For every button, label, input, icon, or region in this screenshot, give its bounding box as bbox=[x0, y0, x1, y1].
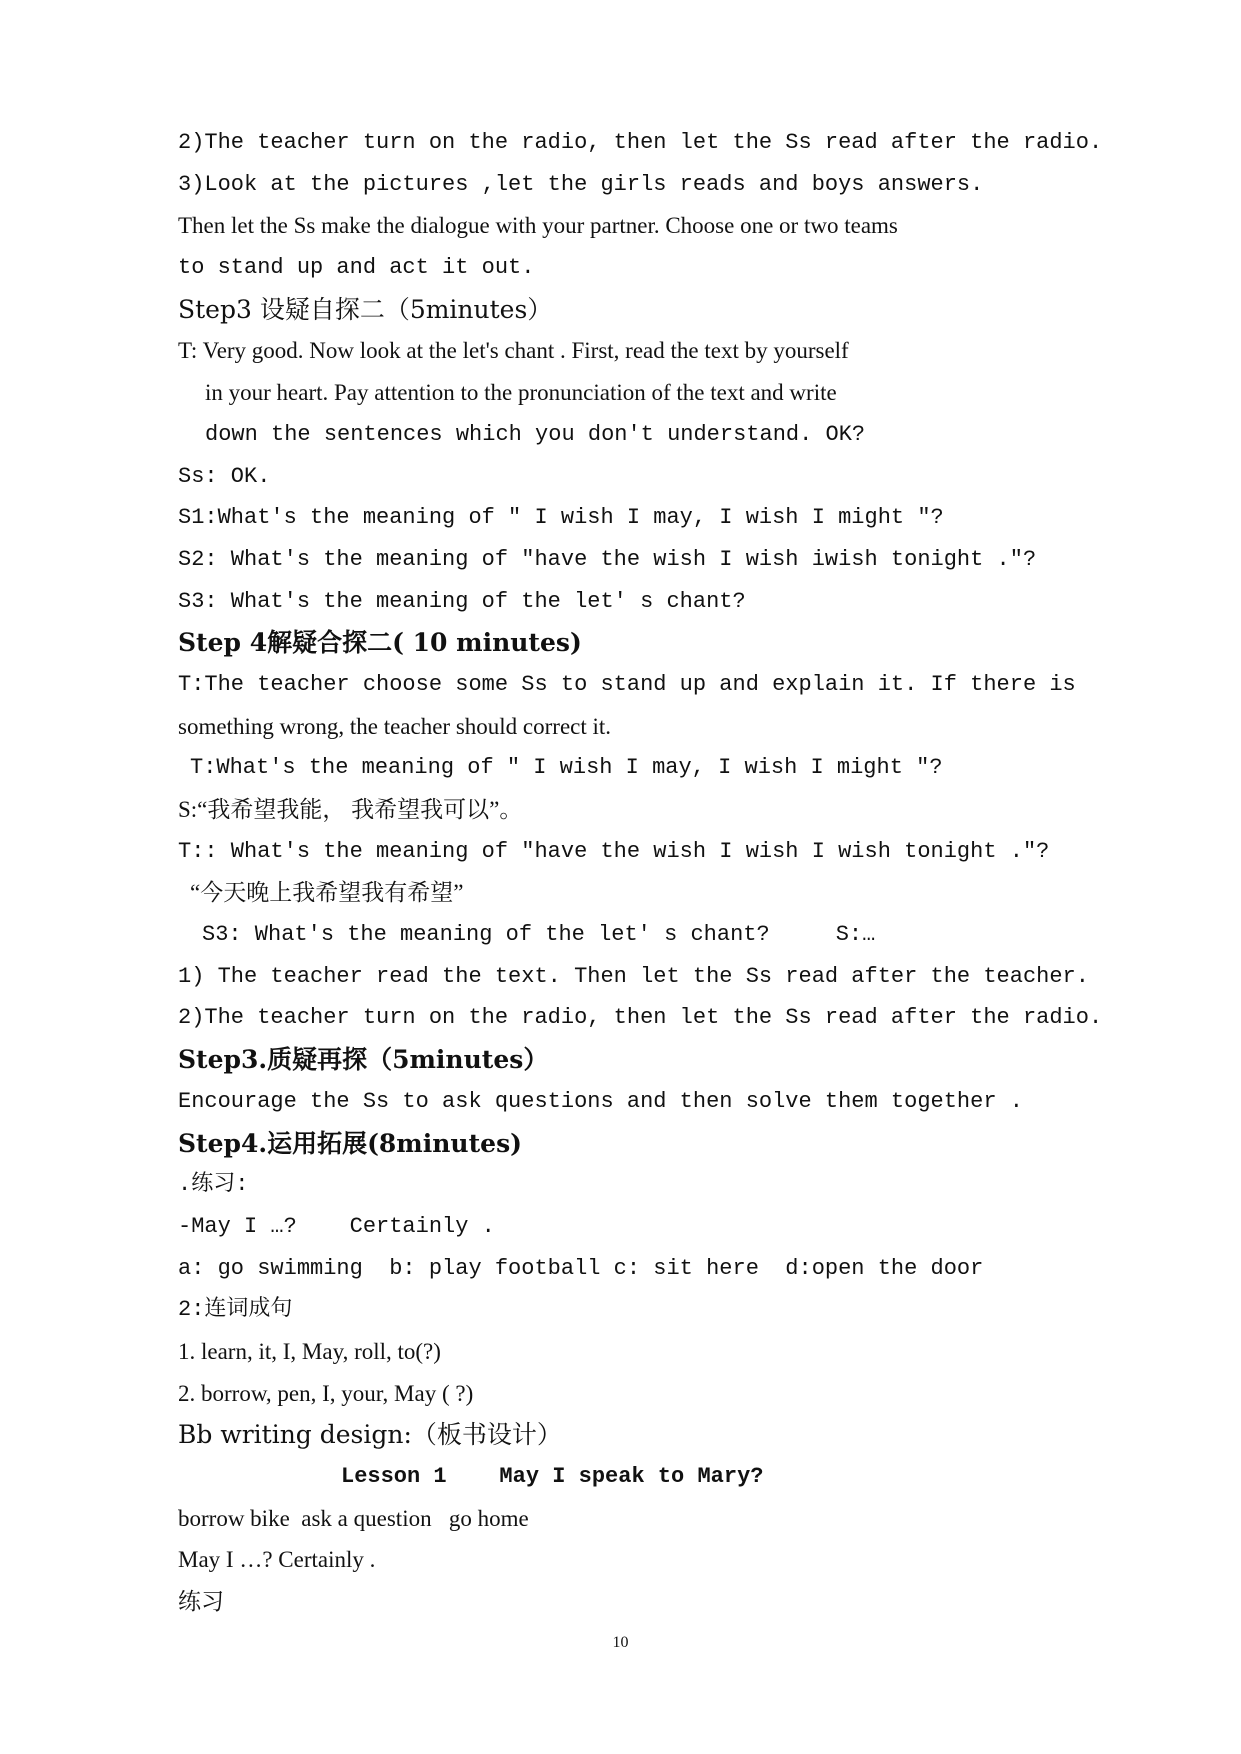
text-line: T:: What's the meaning of "have the wish I wish I wish tonight ."? bbox=[178, 838, 1050, 864]
text-line: T:The teacher choose some Ss to stand up and explain it. If there is bbox=[178, 671, 1076, 697]
section-heading: Step3 设疑自探二（5minutes） bbox=[178, 294, 553, 324]
text-line: borrow bike ask a question go home bbox=[178, 1505, 529, 1531]
text-line: something wrong, the teacher should correct it. bbox=[178, 713, 612, 739]
text-line: Encourage the Ss to ask questions and then solve them together . bbox=[178, 1088, 1023, 1114]
text-line: Ss: OK. bbox=[178, 463, 271, 489]
text-line: a: go swimming b: play football c: sit here d:open the door bbox=[178, 1255, 984, 1281]
text-line: S2: What's the meaning of "have the wish I wish iwish tonight ."? bbox=[178, 546, 1037, 572]
text-line: S1:What's the meaning of " I wish I may, I wish I might "? bbox=[178, 505, 944, 531]
text-line: .练习: bbox=[178, 1172, 249, 1198]
text-line: 2:连词成句 bbox=[178, 1297, 293, 1323]
text-line: 1) The teacher read the text. Then let the Ss read after the teacher. bbox=[178, 963, 1089, 989]
text-line: in your heart. Pay attention to the pronunciation of the text and write bbox=[205, 380, 837, 406]
text-line: -May I …? Certainly . bbox=[178, 1213, 495, 1239]
text-line: Then let the Ss make the dialogue with your partner. Choose one or two teams bbox=[178, 213, 898, 239]
text-line: T: Very good. Now look at the let's chant . First, read the text by yourself bbox=[178, 338, 849, 364]
document-body bbox=[178, 122, 1103, 1623]
section-heading: Step4.运用拓展(8minutes) bbox=[178, 1128, 522, 1158]
text-line: 2)The teacher turn on the radio, then let the Ss read after the radio. bbox=[178, 1005, 1103, 1031]
section-heading: Step3.质疑再探（5minutes） bbox=[178, 1045, 549, 1075]
board-title: Lesson 1 May I speak to Mary? bbox=[341, 1464, 764, 1489]
text-line: 练习 bbox=[178, 1589, 224, 1615]
section-heading: Step 4解疑合探二( 10 minutes) bbox=[178, 628, 582, 658]
text-line: 2)The teacher turn on the radio, then let the Ss read after the radio. bbox=[178, 130, 1103, 155]
text-line: 2. borrow, pen, I, your, May ( ?) bbox=[178, 1380, 474, 1406]
page-number: 10 bbox=[612, 1634, 629, 1651]
text-line: S3: What's the meaning of the let' s chant? bbox=[178, 588, 746, 614]
text-line: “今天晚上我希望我有希望” bbox=[190, 880, 464, 906]
text-line: S3: What's the meaning of the let' s chant? S:… bbox=[202, 922, 876, 948]
text-line: down the sentences which you don't understand. OK? bbox=[205, 421, 866, 447]
section-heading: Bb writing design:（板书设计） bbox=[178, 1420, 562, 1450]
text-line: to stand up and act it out. bbox=[178, 255, 535, 281]
text-line: 1. learn, it, I, May, roll, to(?) bbox=[178, 1338, 441, 1364]
text-line: 3)Look at the pictures ,let the girls reads and boys answers. bbox=[178, 171, 984, 197]
text-line: S:“我希望我能， 我希望我可以”。 bbox=[178, 797, 523, 822]
text-line: May I …? Certainly . bbox=[178, 1547, 376, 1573]
text-line: T:What's the meaning of " I wish I may, I wish I might "? bbox=[190, 755, 943, 781]
